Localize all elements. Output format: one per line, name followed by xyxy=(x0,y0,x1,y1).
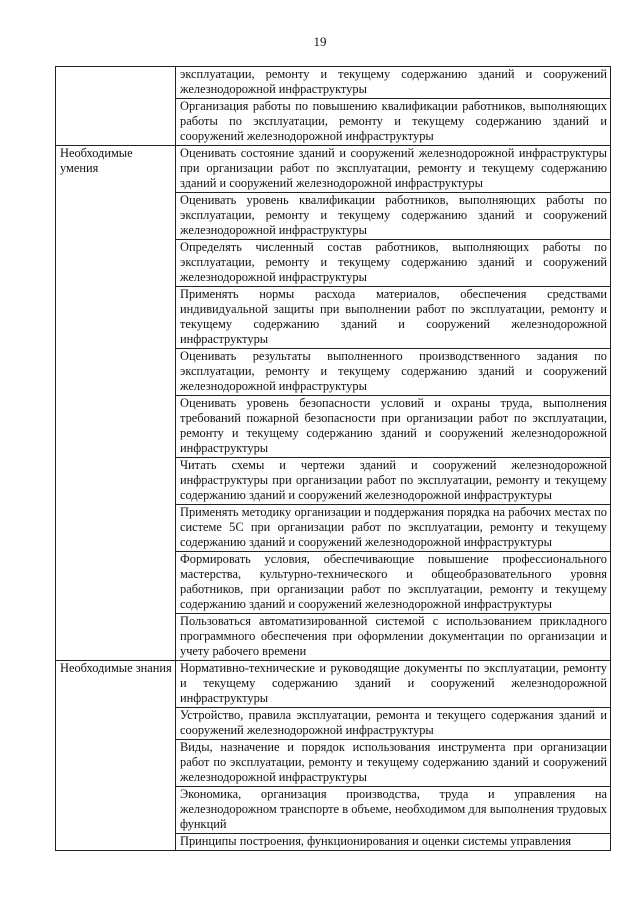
table-cell: Экономика, организация производства, труда и управления на железнодорожном транспорте в объеме, необходимом для выполнения трудовых функций xyxy=(176,787,611,834)
table-cell: эксплуатации, ремонту и текущему содержанию зданий и сооружений железнодорожной инфраструктуры xyxy=(176,67,611,99)
table-cell: Формировать условия, обеспечивающие повышение профессионального мастерства, культурно-технического и общеобразовательного уровня работников, при организации работ по эксплуатации, ремонту и текущему содержанию зданий и сооружений железнодорожной инфраструктуры xyxy=(176,552,611,614)
table-cell: Применять нормы расхода материалов, обеспечения средствами индивидуальной защиты при выполнении работ по эксплуатации, ремонту и текущему содержанию зданий и сооружений железнодорожной инфраструктуры xyxy=(176,287,611,349)
table-cell: Нормативно-технические и руководящие документы по эксплуатации, ремонту и текущему содержанию зданий и сооружений железнодорожной инфраструктуры xyxy=(176,661,611,708)
table-row xyxy=(56,67,611,99)
table-cell: Принципы построения, функционирования и оценки системы управления xyxy=(176,834,611,851)
table-row xyxy=(56,146,611,193)
table-cell: Оценивать состояние зданий и сооружений железнодорожной инфраструктуры при организации работ по эксплуатации, ремонту и текущему содержанию зданий и сооружений железнодорожной инфраструктуры xyxy=(176,146,611,193)
table-cell: Пользоваться автоматизированной системой с использованием прикладного программного обеспечения при оформлении документации по организации и учету рабочего времени xyxy=(176,614,611,661)
table-cell: Организация работы по повышению квалификации работников, выполняющих работы по эксплуатации, ремонту и текущему содержанию зданий и сооружений железнодорожной инфраструктуры xyxy=(176,99,611,146)
table-cell: Применять методику организации и поддержания порядка на рабочих местах по системе 5С при организации работ по эксплуатации, ремонту и текущему содержанию зданий и сооружений железнодорожной инфраструктуры xyxy=(176,505,611,552)
row-label-skills: Необходимые умения xyxy=(56,146,176,661)
row-label xyxy=(56,67,176,146)
requirements-table xyxy=(55,66,611,851)
table-cell: Виды, назначение и порядок использования инструмента при организации работ по эксплуатации, ремонту и текущему содержанию зданий и сооружений железнодорожной инфраструктуры xyxy=(176,740,611,787)
table-cell: Оценивать результаты выполненного производственного задания по эксплуатации, ремонту и текущему содержанию зданий и сооружений железнодорожной инфраструктуры xyxy=(176,349,611,396)
table-cell: Оценивать уровень безопасности условий и охраны труда, выполнения требований пожарной безопасности при организации работ по эксплуатации, ремонту и текущему содержанию зданий и сооружений железнодорожной инфраструктуры xyxy=(176,396,611,458)
table-cell: Устройство, правила эксплуатации, ремонта и текущего содержания зданий и сооружений железнодорожной инфраструктуры xyxy=(176,708,611,740)
table-cell: Определять численный состав работников, выполняющих работы по эксплуатации, ремонту и текущему содержанию зданий и сооружений железнодорожной инфраструктуры xyxy=(176,240,611,287)
table-row xyxy=(56,661,611,708)
page-number: 19 xyxy=(313,34,327,49)
row-label-knowledge: Необходимые знания xyxy=(56,661,176,851)
table-cell: Оценивать уровень квалификации работников, выполняющих работы по эксплуатации, ремонту и текущему содержанию зданий и сооружений железнодорожной инфраструктуры xyxy=(176,193,611,240)
table-cell: Читать схемы и чертежи зданий и сооружений железнодорожной инфраструктуры при организации работ по эксплуатации, ремонту и текущему содержанию зданий и сооружений железнодорожной инфраструктуры xyxy=(176,458,611,505)
